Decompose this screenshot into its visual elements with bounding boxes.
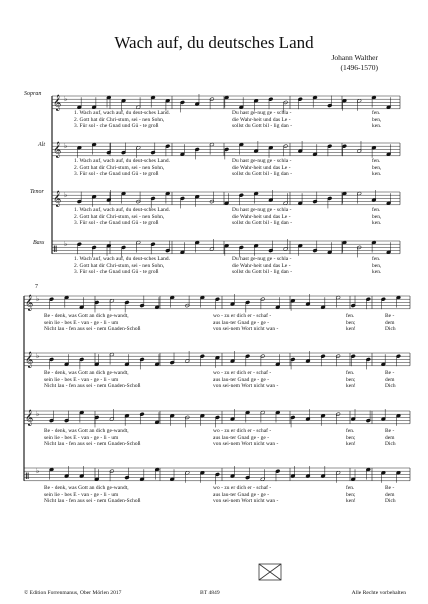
system2-lyric-line: Be -: [385, 485, 395, 491]
system1-lyric-line: ken.: [372, 123, 382, 130]
system2-lyric-line: Dich: [385, 326, 396, 333]
system2-lyric-line: aus lau-ter Gnad ge - ge -: [213, 434, 270, 441]
system2-lyric-line: wo - zu er dich er - schaf -: [213, 428, 272, 434]
system2-lyric-line: dem: [385, 434, 395, 441]
flat-icon: ♭: [36, 295, 40, 303]
system2-lyric-line: von sei-nem Wort nicht wan -: [213, 441, 279, 448]
system1-lyric-line: 1. Wach auf, wach auf, du deut-sches Land.: [74, 256, 171, 262]
system2-lyric-line: von sei-nem Wort nicht wan -: [213, 383, 279, 390]
clef-icon: 𝄞: [53, 191, 62, 207]
system2-lyric-line: sein lie - bes E - van - ge - li - um: [44, 491, 119, 498]
system2-lyric-line: ken!: [346, 326, 356, 333]
system2-lyric-line: Dich: [385, 498, 396, 505]
system2-lyric-line: Dich: [385, 441, 396, 448]
system2-lyric-line: Be - denk, was Gott an dich ge-wandt,: [44, 428, 129, 434]
clef-icon: Ⅱ: [53, 245, 58, 255]
system1-lyric-line: 3. Für sol - che Gnad und Gü - te groß: [74, 220, 159, 227]
system2-lyric-line: von sei-nem Wort nicht wan -: [213, 498, 279, 505]
system1-lyric-line: die Wahr-heit und das Le -: [232, 164, 291, 171]
measure-number: 7: [35, 284, 38, 290]
system2-lyric-line: Be - denk, was Gott an dich ge-wandt,: [44, 313, 129, 319]
system1-lyric-line: Du hast ge-nug ge - schla -: [232, 207, 292, 213]
system2-lyric-line: Be - denk, was Gott an dich ge-wandt,: [44, 485, 129, 491]
clef-icon: 𝄞: [25, 410, 34, 426]
system1-lyric-line: 3. Für sol - che Gnad und Gü - te groß: [74, 171, 159, 178]
system1-lyric-line: 1. Wach auf, wach auf, du deut-sches Land.: [74, 207, 171, 213]
system1-lyric-line: ben,: [372, 262, 382, 269]
system2-lyric-line: aus lau-ter Gnad ge - ge -: [213, 491, 270, 498]
voice-label-alto: Alt: [38, 142, 45, 148]
system2-lyric-line: ben;: [346, 376, 356, 383]
clef-icon: 𝄞: [53, 95, 62, 111]
system1-lyric-line: fen.: [372, 207, 381, 213]
system1-lyric-line: Du hast ge-nug ge - schla -: [232, 158, 292, 164]
system2-lyric-line: Dich: [385, 383, 396, 390]
system2-lyric-line: Be -: [385, 370, 395, 376]
system2-lyric-line: wo - zu er dich er - schaf -: [213, 313, 272, 319]
system2-lyric-line: wo - zu er dich er - schaf -: [213, 370, 272, 376]
system2-lyric-line: sein lie - bes E - van - ge - li - um: [44, 434, 119, 441]
system1-lyric-line: 2. Gott hat dir Chri-stum, sei - nen Sohn,: [74, 164, 165, 171]
system1-lyric-line: fen.: [372, 256, 381, 262]
voice-label-tenor: Tenor: [30, 189, 44, 195]
system2-lyric-line: fen.: [346, 485, 355, 491]
system1-lyric-line: fen.: [372, 110, 381, 116]
clef-icon: 𝄞: [53, 142, 62, 158]
system2-lyric-line: wo - zu er dich er - schaf -: [213, 485, 272, 491]
system2-lyric-line: Nicht lau - fen aus sei - nem Gnaden-Schoß: [44, 326, 141, 333]
system1-lyric-line: 2. Gott hat dir Chri-stum, sei - nen Sohn,: [74, 262, 165, 269]
system2-lyric-line: Be -: [385, 428, 395, 434]
system2-lyric-line: sein lie - bes E - van - ge - li - um: [44, 376, 119, 383]
flat-icon: ♭: [36, 467, 40, 475]
system2-lyric-line: ben;: [346, 491, 356, 498]
system1-lyric-line: Du hast ge-nug ge - schla -: [232, 256, 292, 262]
flat-icon: ♭: [64, 191, 68, 199]
system2-lyric-line: fen.: [346, 428, 355, 434]
voice-label-soprano: Sopran: [24, 91, 42, 97]
system2-lyric-line: ben;: [346, 434, 356, 441]
system1-lyric-line: ken.: [372, 220, 382, 227]
system1-lyric-line: sollst du Gott bil - lig dan -: [232, 123, 293, 130]
footer-catalog-number: BT 4849: [200, 590, 220, 596]
system2-lyric-line: aus lau-ter Gnad ge - ge -: [213, 319, 270, 326]
system2-lyric-line: dem: [385, 491, 395, 498]
flat-icon: ♭: [64, 95, 68, 103]
system1-lyric-line: fen.: [372, 158, 381, 164]
flat-icon: ♭: [36, 352, 40, 360]
system2-lyric-line: Nicht lau - fen aus sei - nem Gnaden-Schoß: [44, 383, 141, 390]
flat-icon: ♭: [64, 142, 68, 150]
clef-icon: Ⅱ: [25, 472, 30, 482]
system1-lyric-line: sollst du Gott bil - lig dan -: [232, 269, 293, 276]
system1-lyric-line: ken.: [372, 171, 382, 178]
clef-icon: 𝄞: [25, 352, 34, 368]
system2-lyric-line: fen.: [346, 313, 355, 319]
system1-lyric-line: die Wahr-heit und das Le -: [232, 116, 291, 123]
footer-copyright: © Edition Forrenmanus, Ober Mörlen 2017: [24, 590, 122, 596]
system2-lyric-line: ken!: [346, 441, 356, 448]
system1-lyric-line: Du hast ge-nug ge - schla -: [232, 110, 292, 116]
flat-icon: ♭: [64, 240, 68, 248]
system1-lyric-line: 1. Wach auf, wach auf, du deut-sches Land.: [74, 158, 171, 164]
system1-lyric-line: ben,: [372, 116, 382, 123]
system2-lyric-line: dem: [385, 319, 395, 326]
system2-lyric-line: dem: [385, 376, 395, 383]
system2-lyric-line: Nicht lau - fen aus sei - nem Gnaden-Schoß: [44, 441, 141, 448]
system1-lyric-line: sollst du Gott bil - lig dan -: [232, 171, 293, 178]
flat-icon: ♭: [36, 410, 40, 418]
system1-lyric-line: sollst du Gott bil - lig dan -: [232, 220, 293, 227]
system1-lyric-line: ken.: [372, 269, 382, 276]
system2-lyric-line: ben;: [346, 319, 356, 326]
system2-lyric-line: ken!: [346, 498, 356, 505]
clef-icon: 𝄞: [25, 295, 34, 311]
system1-lyric-line: 2. Gott hat dir Chri-stum, sei - nen Sohn,: [74, 213, 165, 220]
footer-rights: Alle Rechte vorbehalten: [351, 590, 406, 596]
system2-lyric-line: Be - denk, was Gott an dich ge-wandt,: [44, 370, 129, 376]
system1-lyric-line: 3. Für sol - che Gnad und Gü - te groß: [74, 123, 159, 130]
system1-lyric-line: 1. Wach auf, wach auf, du deut-sches Land.: [74, 110, 171, 116]
system2-lyric-line: Nicht lau - fen aus sei - nem Gnaden-Schoß: [44, 498, 141, 505]
system1-lyric-line: 2. Gott hat dir Chri-stum, sei - nen Sohn,: [74, 116, 165, 123]
system2-lyric-line: ken!: [346, 383, 356, 390]
system1-lyric-line: die Wahr-heit und das Le -: [232, 213, 291, 220]
system1-lyric-line: ben,: [372, 164, 382, 171]
system2-lyric-line: sein lie - bes E - van - ge - li - um: [44, 319, 119, 326]
system1-lyric-line: 3. Für sol - che Gnad und Gü - te groß: [74, 269, 159, 276]
system1-lyric-line: die Wahr-heit und das Le -: [232, 262, 291, 269]
voice-label-bass: Bass: [33, 240, 45, 246]
system2-lyric-line: aus lau-ter Gnad ge - ge -: [213, 376, 270, 383]
page-title: Wach auf, du deutsches Land: [114, 33, 314, 52]
composer-name: Johann Walther: [331, 53, 378, 62]
system2-lyric-line: Be -: [385, 313, 395, 319]
system2-lyric-line: fen.: [346, 370, 355, 376]
system1-lyric-line: ben,: [372, 213, 382, 220]
composer-dates: (1496-1570): [340, 63, 378, 72]
system2-lyric-line: von sei-nem Wort nicht wan -: [213, 326, 279, 333]
